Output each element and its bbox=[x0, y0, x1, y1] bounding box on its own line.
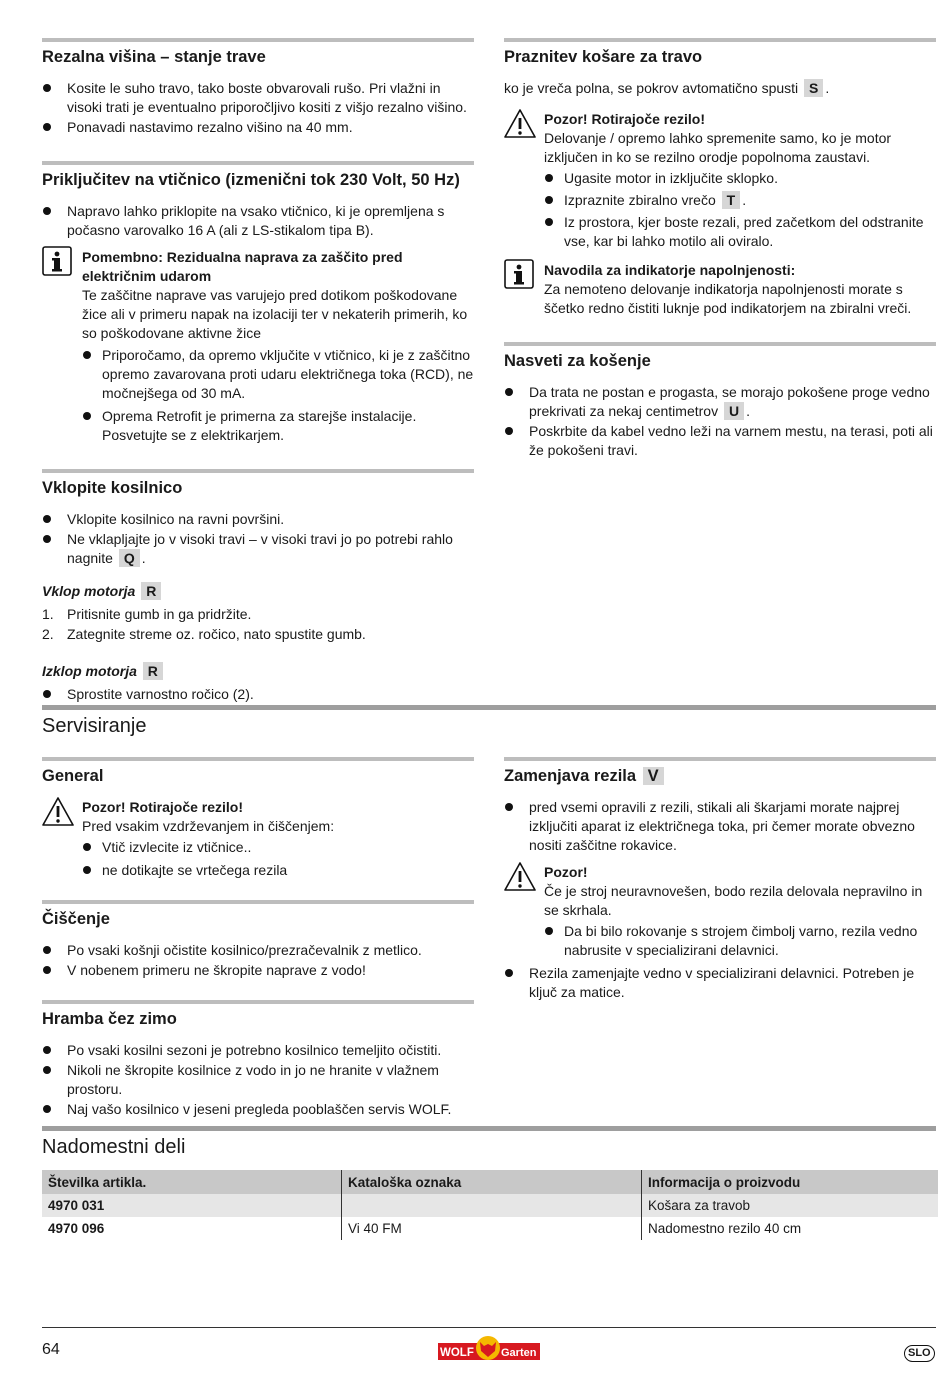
figure-ref-badge: R bbox=[141, 582, 161, 600]
column-header: Kataloška oznaka bbox=[342, 1170, 642, 1194]
note-title: Pozor! Rotirajoče rezilo! bbox=[544, 111, 706, 127]
figure-ref-badge: R bbox=[143, 662, 163, 680]
subheading-text: Izklop motorja bbox=[42, 663, 137, 679]
table-cell: 4970 096 bbox=[48, 1221, 105, 1236]
list-item: Naj vašo kosilnico v jeseni pregleda pooblaščen servis WOLF. bbox=[42, 1100, 474, 1119]
table-cell: Košara za travob bbox=[642, 1194, 939, 1217]
list-item: Ponavadi nastavimo rezalno višino na 40 mm. bbox=[42, 118, 474, 137]
warning-icon bbox=[504, 108, 536, 140]
list-item: Ugasite motor in izključite sklopko. bbox=[544, 169, 936, 188]
column-header: Številka artikla. bbox=[42, 1170, 342, 1194]
bullet-list bbox=[504, 964, 936, 1002]
section-heading: Rezalna višina – stanje trave bbox=[42, 38, 474, 67]
item-end: . bbox=[746, 403, 750, 419]
page-number: 64 bbox=[42, 1341, 60, 1358]
table-header-row bbox=[42, 1170, 938, 1194]
wolf-garten-logo bbox=[438, 1336, 540, 1362]
list-item: Rezila zamenjajte vedno v specializirani delavnici. Potreben je ključ za matice. bbox=[504, 964, 936, 1002]
list-item: Priporočamo, da opremo vključite v vtičnico, ki je z zaščitno opremo zavarovana proti udaru električnega toka (RCD), ne močnejšega od 30 mA. bbox=[82, 346, 474, 403]
list-item: V nobenem primeru ne škropite naprave z vodo! bbox=[42, 961, 474, 980]
subheading-izklop bbox=[42, 662, 474, 681]
item-text: Da trata ne postan e progasta, se morajo pokošene proge vedno prekrivati za nekaj centimetrov bbox=[529, 384, 930, 419]
figure-ref-badge: Q bbox=[119, 549, 140, 567]
list-item: ne dotikajte se vrtečega rezila bbox=[82, 861, 474, 880]
paragraph-end: . bbox=[825, 80, 830, 96]
table-row bbox=[42, 1194, 938, 1217]
list-item: Vtič izvlecite iz vtičnice.. bbox=[82, 838, 474, 857]
warning-icon bbox=[42, 796, 74, 828]
note-text: Delovanje / opremo lahko spremenite samo, ko je motor izključen in ko se rezilno orodje popolnoma zaustavi. bbox=[544, 130, 892, 165]
note-text: Za nemoteno delovanje indikatorja napolnjenosti morate s ščetko redno čistiti luknje pod indikatorjem na zbiralni vreči. bbox=[544, 281, 912, 316]
figure-ref-badge: V bbox=[643, 767, 664, 785]
list-item bbox=[42, 605, 474, 624]
figure-ref-badge: T bbox=[722, 191, 741, 209]
section-hramba bbox=[42, 1000, 474, 1119]
section-heading: Hramba čez zimo bbox=[42, 1000, 474, 1029]
subheading-text: Vklop motorja bbox=[42, 583, 136, 599]
note-text: Pred vsakim vzdrževanjem in čiščenjem: bbox=[82, 818, 335, 834]
step-text: Zategnite streme oz. ročico, nato spustite gumb. bbox=[67, 626, 366, 642]
section-prikljucitev bbox=[42, 161, 474, 445]
chapter-title-servisiranje: Servisiranje bbox=[42, 715, 147, 737]
bullet-list bbox=[42, 202, 474, 240]
note-title: Pozor! Rotirajoče rezilo! bbox=[82, 799, 244, 815]
list-item: Vklopite kosilnico na ravni površini. bbox=[42, 510, 474, 529]
servis-right-column bbox=[504, 757, 936, 1026]
left-column bbox=[42, 38, 474, 728]
table-cell: Vi 40 FM bbox=[342, 1217, 642, 1240]
list-item: Da bi bilo rokovanje s strojem čimbolj varno, rezila vedno nabrusite v specializirani delavnici. bbox=[544, 922, 936, 960]
note-title: Pozor! bbox=[544, 864, 588, 880]
spare-parts-table bbox=[42, 1170, 938, 1240]
table-row bbox=[42, 1217, 938, 1240]
warning-note bbox=[504, 863, 936, 960]
info-icon bbox=[42, 246, 74, 278]
note-text: Te zaščitne naprave vas varujejo pred dotikom poškodovane žice ali v primeru napak na izolaciji ter v nekaterih primerih, ko so poškodovane aktivne žice bbox=[82, 287, 468, 341]
column-header: Informacija o proizvodu bbox=[642, 1170, 939, 1194]
chapter-title-nadomestni-deli: Nadomestni deli bbox=[42, 1136, 186, 1158]
bullet-list bbox=[504, 383, 936, 460]
bullet-list bbox=[42, 941, 474, 980]
bullet-list bbox=[504, 798, 936, 855]
logo-text-right: Garten bbox=[501, 1347, 537, 1359]
section-heading: Praznitev košare za travo bbox=[504, 38, 936, 67]
info-icon bbox=[504, 259, 536, 291]
heading-text: Zamenjava rezila bbox=[504, 767, 637, 785]
subheading-vklop bbox=[42, 582, 474, 601]
list-item: Poskrbite da kabel vedno leži na varnem mestu, na terasi, poti ali že pokošeni travi. bbox=[504, 422, 936, 460]
list-item: Sprostite varnostno ročico (2). bbox=[42, 685, 474, 704]
paragraph-text: ko je vreča polna, se pokrov avtomatično spusti bbox=[504, 80, 799, 96]
bullet-list bbox=[544, 922, 936, 960]
list-item: Oprema Retrofit je primerna za starejše instalacije. Posvetujte se z elektrikarjem. bbox=[82, 407, 474, 445]
info-note bbox=[42, 248, 474, 445]
table-cell: Nadomestno rezilo 40 cm bbox=[642, 1217, 939, 1240]
bullet-list bbox=[82, 346, 474, 445]
footer-rule bbox=[42, 1327, 936, 1328]
figure-ref-badge: S bbox=[804, 79, 823, 97]
section-divider-bar bbox=[42, 1126, 936, 1131]
bullet-list bbox=[42, 1041, 474, 1119]
paragraph bbox=[504, 79, 936, 98]
section-heading: Priključitev na vtičnico (izmenični tok 230 Volt, 50 Hz) bbox=[42, 161, 474, 190]
section-heading bbox=[504, 757, 936, 786]
item-end: . bbox=[742, 192, 747, 208]
list-item: Napravo lahko priklopite na vsako vtičnico, ki je opremljena s počasno varovalko 16 A (ali z LS-stikalom tipa B). bbox=[42, 202, 474, 240]
section-heading: Čiščenje bbox=[42, 900, 474, 929]
section-divider-bar bbox=[42, 705, 936, 710]
section-heading: Nasveti za košenje bbox=[504, 342, 936, 371]
step-number: 2. bbox=[42, 626, 54, 642]
note-title: Navodila za indikatorje napolnjenosti: bbox=[544, 262, 796, 278]
note-text: Če je stroj neuravnovešen, bodo rezila delovala nepravilno in se skrhala. bbox=[544, 883, 923, 918]
list-item: pred vsemi opravili z rezili, stikali ali škarjami morate najprej izključiti aparat iz električnega toka, pri čemer morate obvezno nositi zaščitne rokavice. bbox=[504, 798, 936, 855]
table-cell bbox=[342, 1194, 642, 1217]
list-item: Nikoli ne škropite kosilnice z vodo in jo ne hranite v vlažnem prostoru. bbox=[42, 1061, 474, 1099]
section-ciscenje bbox=[42, 900, 474, 980]
bullet-list bbox=[544, 169, 936, 251]
list-item: Kosite le suho travo, tako boste obvarovali rušo. Pri vlažni in visoki trati je eventualno priporočljivo kositi z višjo rezalno višino. bbox=[42, 79, 474, 117]
numbered-list bbox=[42, 605, 474, 644]
step-number: 1. bbox=[42, 606, 54, 622]
item-text: Ne vklapljajte jo v visoki travi – v visoki travi jo po potrebi rahlo nagnite bbox=[67, 531, 453, 566]
warning-note bbox=[504, 110, 936, 251]
list-item bbox=[42, 530, 474, 568]
servis-left-column bbox=[42, 757, 474, 1143]
table-cell: 4970 031 bbox=[42, 1194, 342, 1217]
section-nasveti bbox=[504, 342, 936, 460]
note-title: Pomembno: Rezidualna naprava za zaščito pred električnim udarom bbox=[82, 249, 403, 284]
section-vklopite bbox=[42, 469, 474, 704]
list-item: Po vsaki kosilni sezoni je potrebno kosilnico temeljito očistiti. bbox=[42, 1041, 474, 1060]
logo-text-left: WOLF bbox=[440, 1347, 474, 1359]
list-item bbox=[504, 383, 936, 421]
list-item bbox=[42, 625, 474, 644]
warning-icon bbox=[504, 861, 536, 893]
list-item bbox=[544, 191, 936, 210]
bullet-list bbox=[42, 79, 474, 137]
section-general bbox=[42, 757, 474, 880]
section-heading: General bbox=[42, 757, 474, 786]
warning-note bbox=[42, 798, 474, 880]
bullet-list bbox=[42, 685, 474, 704]
item-text: Izpraznite zbiralno vrečo bbox=[564, 192, 716, 208]
figure-ref-badge: U bbox=[724, 402, 744, 420]
section-praznitev bbox=[504, 38, 936, 318]
item-end: . bbox=[141, 550, 146, 566]
list-item: Iz prostora, kjer boste rezali, pred začetkom del odstranite vse, kar bi lahko motilo ali oviralo. bbox=[544, 213, 936, 251]
bullet-list bbox=[42, 510, 474, 568]
info-note bbox=[504, 261, 936, 318]
step-text: Pritisnite gumb in ga pridržite. bbox=[67, 606, 252, 622]
list-item: Po vsaki košnji očistite kosilnico/prezračevalnik z metlico. bbox=[42, 941, 474, 960]
language-badge: SLO bbox=[904, 1345, 935, 1362]
right-column bbox=[504, 38, 936, 484]
section-rezalna-visina bbox=[42, 38, 474, 137]
bullet-list bbox=[82, 838, 474, 880]
section-heading: Vklopite kosilnico bbox=[42, 469, 474, 498]
section-zamenjava-rezila bbox=[504, 757, 936, 1002]
